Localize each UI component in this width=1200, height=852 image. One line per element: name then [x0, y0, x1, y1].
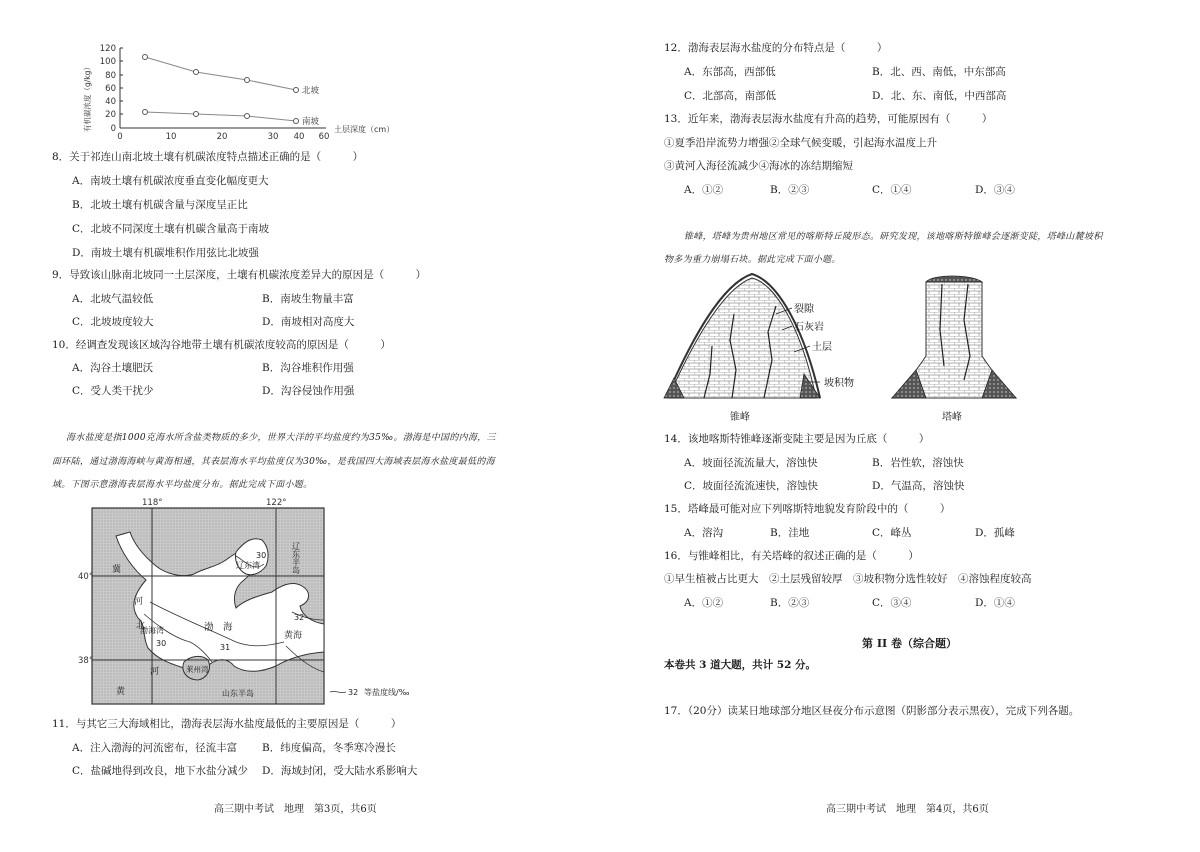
q11-option-c: C．盐碱地得到改良，地下水盐分减少 — [72, 765, 249, 777]
q12-stem: 12．渤海表层海水盐度的分布特点是（ ） — [664, 42, 888, 54]
q16-option-d: D．①④ — [975, 597, 1015, 609]
section-note: 本卷共 3 道大题，共计 52 分。 — [664, 659, 817, 671]
q12-option-b: B．北、西、南低，中东部高 — [872, 66, 1006, 78]
q12-option-a: A．东部高，西部低 — [684, 66, 776, 78]
q13-statement-1: ①夏季沿岸流势力增强②全球气候变暖，引起海水温度上升 — [664, 137, 937, 149]
label-liaodong-bay: 辽东湾 — [236, 561, 260, 570]
q11-option-a: A．注入渤海的河流密布，径流丰富 — [72, 742, 238, 754]
karst-passage-line-1: 锥峰，塔峰为贵州地区常见的喀斯特丘陵形态。研究发现，该地喀斯特锥峰会逐渐变陡，塔峰山麓坡积 — [684, 232, 1103, 242]
q14-option-a: A．坡面径流流量大，溶蚀快 — [684, 457, 818, 469]
karst-passage-line-2: 物多为重力崩塌石块。据此完成下面小题。 — [664, 255, 841, 265]
label-soil: 土层 — [812, 342, 832, 353]
q16-option-b: B．②③ — [770, 597, 810, 609]
q10-option-a: A．沟谷土壤肥沃 — [72, 362, 154, 374]
isohaline-value-30b: 30 — [156, 639, 167, 648]
ytick-80: 80 — [105, 71, 116, 81]
label-bei: 北 — [136, 621, 146, 631]
q13-option-d: D．③④ — [975, 184, 1015, 196]
q15-option-b: B．洼地 — [770, 527, 810, 539]
q16-option-a: A．①② — [684, 597, 724, 609]
label-hebei: 河 — [134, 597, 144, 607]
q10-option-d: D．沟谷侵蚀作用强 — [262, 385, 355, 397]
xtick-20: 20 — [216, 132, 228, 142]
label-liaodong-peninsula: 辽东半岛 — [291, 542, 301, 574]
soil-carbon-chart — [76, 40, 422, 145]
series-north-points — [143, 55, 299, 93]
q8-option-c: C．北坡不同深度土壤有机碳含量高于南坡 — [72, 223, 270, 235]
isohaline-value-31: 31 — [220, 643, 231, 652]
q10-option-b: B．沟谷堆积作用强 — [262, 362, 354, 374]
xtick-40: 40 — [293, 132, 305, 142]
q15-stem: 15．塔峰最可能对应下列喀斯特地貌发育阶段中的（ ） — [664, 503, 951, 515]
ytick-20: 20 — [105, 110, 116, 120]
legend-isohaline-line — [330, 691, 346, 692]
label-laizhou-bay: 莱州湾 — [186, 665, 209, 674]
q14-option-c: C．坡面径流流速快，溶蚀快 — [684, 480, 819, 492]
q10-option-c: C．受人类干扰少 — [72, 385, 154, 397]
q11-option-b: B．纬度偏高，冬季寒冷漫长 — [262, 742, 396, 754]
q11-option-d: D．海域封闭，受大陆水系影响大 — [262, 765, 418, 777]
series-south-points — [143, 110, 299, 124]
q12-option-c: C．北部高，南部低 — [684, 90, 777, 102]
tower-peak-cap — [926, 276, 982, 282]
lon-118-label: 118° — [142, 498, 163, 508]
y-axis-label: 有机碳浓度（g/kg） — [83, 63, 92, 132]
label-bohai-bay: 渤海湾 — [140, 626, 164, 635]
ytick-100: 100 — [99, 57, 116, 67]
legend-value: 32 — [348, 688, 359, 697]
label-ji: 冀 — [112, 565, 122, 575]
section-title: 第 II 卷（综合题） — [862, 637, 957, 650]
xtick-10: 10 — [165, 132, 177, 142]
label-cone: 锥峰 — [730, 412, 750, 423]
q13-stem: 13．近年来，渤海表层海水盐度有升高的趋势，可能原因有（ ） — [664, 113, 993, 125]
q16-option-c: C．③④ — [872, 597, 912, 609]
q17-stem: 17．（20分）读某日地球部分地区昼夜分布示意图（阴影部分表示黑夜），完成下列各题。 — [664, 705, 1080, 717]
q8-option-a: A．南坡土壤有机碳浓度垂直变化幅度更大 — [72, 175, 269, 187]
label-tower: 塔峰 — [942, 412, 962, 423]
bohai-salinity-map — [78, 496, 432, 710]
legend-text: 等盐度线/‰ — [364, 688, 410, 697]
series-south-line — [145, 112, 296, 121]
q14-stem: 14．该地喀斯特锥峰逐渐变陡主要是因为丘底（ ） — [664, 433, 930, 445]
q14-option-d: D．气温高，溶蚀快 — [872, 480, 965, 492]
q10-stem: 10．经调查发现该区域沟谷地带土壤有机碳浓度较高的原因是（ ） — [52, 339, 391, 351]
q13-statement-2: ③黄河入海径流减少④海冰的冻结期缩短 — [664, 160, 853, 172]
isohaline-value-32: 32 — [294, 613, 305, 622]
lat-40-label: 40° — [78, 572, 94, 582]
left-page-footer: 高三期中考试 地理 第3页，共6页 — [214, 804, 377, 815]
q15-option-c: C．峰丛 — [872, 527, 912, 539]
isohaline-value-30a: 30 — [256, 551, 267, 560]
q15-option-a: A．溶沟 — [684, 527, 724, 539]
q9-option-a: A．北坡气温较低 — [72, 293, 154, 305]
salinity-passage-line-3: 域。下图示意渤海表层海水平均盐度分布。据此完成下面小题。 — [52, 480, 313, 490]
salinity-passage-line-2: 面环陆，通过渤海海峡与黄海相通，其表层海水平均盐度仅为30‰，是我国四大海域表层海水盐度最低的海 — [52, 457, 495, 467]
q15-option-d: D．孤峰 — [975, 527, 1015, 539]
q8-stem: 8．关于祁连山南北坡土壤有机碳浓度特点描述正确的是（ ） — [52, 151, 364, 163]
label-he: 河 — [150, 667, 160, 677]
q9-option-d: D．南坡相对高度大 — [262, 316, 355, 328]
karst-peak-diagram — [664, 270, 1044, 426]
label-bohai: 渤 海 — [204, 622, 233, 633]
q12-option-d: D．北、东、南低，中西部高 — [872, 90, 1007, 102]
salinity-passage-line-1: 海水盐度是指1000克海水所含盐类物质的多少，世界大洋的平均盐度约为35‰。渤海是中国的内海，三 — [66, 433, 496, 443]
xtick-60: 60 — [318, 132, 330, 142]
label-limestone: 石灰岩 — [794, 322, 824, 333]
q13-option-a: A．①② — [684, 184, 724, 196]
ytick-0: 0 — [110, 124, 116, 134]
q16-statement: ①早生植被占比更大 ②土层残留较厚 ③坡积物分选性较好 ④溶蚀程度较高 — [664, 573, 1032, 585]
cone-peak-body — [668, 278, 816, 398]
xtick-0: 0 — [117, 132, 123, 142]
ytick-40: 40 — [105, 97, 116, 107]
series-north-line — [145, 57, 296, 90]
lat-38-label: 38° — [78, 656, 94, 666]
label-fissure: 裂隙 — [794, 304, 814, 315]
q8-option-d: D．南坡土壤有机碳堆积作用弦比北坡强 — [72, 247, 259, 259]
label-shandong: 山东半岛 — [222, 689, 254, 698]
q13-option-b: B．②③ — [770, 184, 810, 196]
q13-option-c: C．①④ — [872, 184, 912, 196]
right-page — [600, 0, 1200, 852]
q16-stem: 16．与锥峰相比，有关塔峰的叙述正确的是（ ） — [664, 550, 919, 562]
q14-option-b: B．岩性软，溶蚀快 — [872, 457, 964, 469]
q8-option-b: B．北坡土壤有机碳含量与深度呈正比 — [72, 199, 248, 211]
series-north-label: 北坡 — [302, 86, 320, 96]
label-deposit: 坡积物 — [824, 378, 854, 389]
label-huanghai: 黄海 — [284, 631, 303, 641]
x-axis-label: 土层深度（cm） — [334, 125, 395, 134]
lon-122-label: 122° — [266, 498, 287, 508]
right-page-footer: 高三期中考试 地理 第4页，共6页 — [826, 804, 989, 815]
label-huang: 黄 — [116, 687, 126, 697]
xtick-30: 30 — [267, 132, 279, 142]
q9-stem: 9．导致该山脉南北坡同一土层深度，土壤有机碳浓度差异大的原因是（ ） — [52, 269, 427, 281]
ytick-60: 60 — [105, 84, 116, 94]
q9-option-c: C．北坡坡度较大 — [72, 316, 154, 328]
q11-stem: 11．与其它三大海域相比，渤海表层海水盐度最低的主要原因是（ ） — [52, 718, 402, 730]
ytick-120: 120 — [99, 44, 116, 54]
series-south-label: 南坡 — [302, 117, 320, 127]
q9-option-b: B．南坡生物量丰富 — [262, 293, 354, 305]
